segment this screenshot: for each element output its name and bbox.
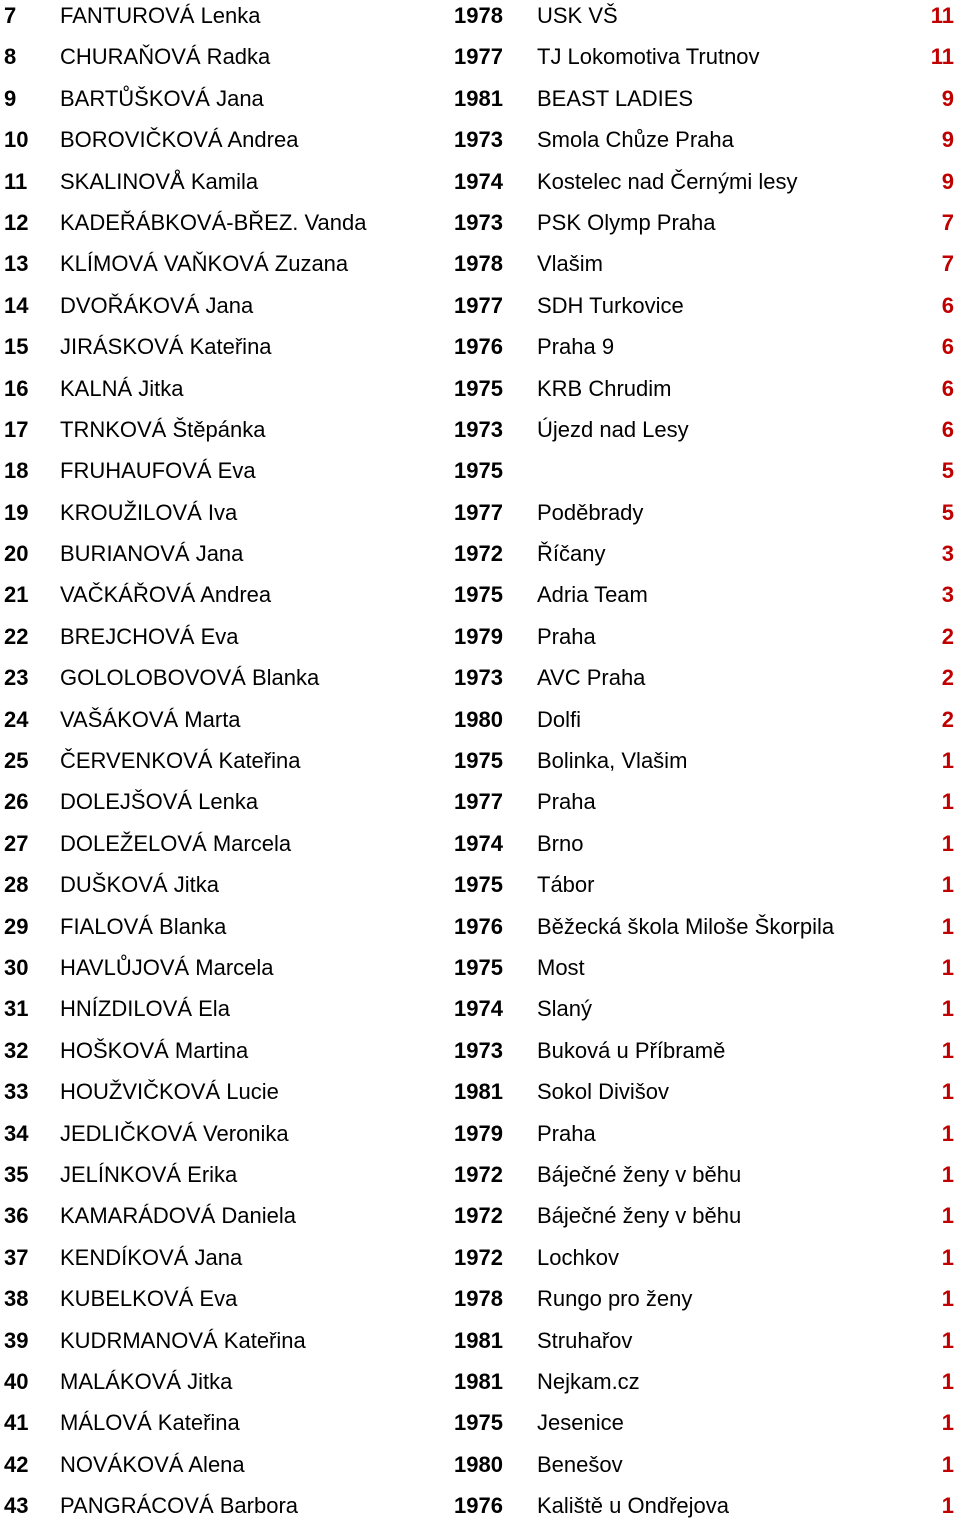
points-cell: 1 (941, 872, 954, 898)
rank-cell: 8 (4, 44, 17, 70)
points-cell: 2 (941, 706, 954, 732)
points-cell: 1 (941, 1079, 954, 1105)
table-row (0, 781, 960, 822)
year-cell: 1977 (454, 44, 503, 70)
points-cell: 2 (941, 623, 954, 649)
points-cell: 2 (941, 665, 954, 691)
name-cell: VAŠÁKOVÁ Marta (60, 706, 241, 732)
rank-cell: 41 (4, 1410, 29, 1436)
table-row (0, 326, 960, 367)
points-cell: 1 (941, 1120, 954, 1146)
table-row (0, 1361, 960, 1402)
points-cell: 11 (930, 3, 954, 28)
rank-cell: 40 (4, 1368, 29, 1394)
rank-cell: 33 (4, 1079, 29, 1105)
rank-cell: 13 (4, 251, 29, 277)
table-row (0, 947, 960, 988)
name-cell: KADEŘÁBKOVÁ-BŘEZ. Vanda (60, 209, 367, 235)
points-cell: 1 (941, 1203, 954, 1229)
rank-cell: 31 (4, 996, 29, 1022)
club-cell: Poděbrady (537, 499, 644, 525)
table-row (0, 533, 960, 574)
rank-cell: 22 (4, 623, 29, 649)
points-cell: 9 (941, 168, 954, 194)
year-cell: 1974 (454, 830, 503, 856)
club-cell: Most (537, 954, 585, 980)
rank-cell: 19 (4, 499, 29, 525)
club-cell: Bolinka, Vlašim (537, 748, 688, 774)
year-cell: 1975 (454, 1410, 503, 1436)
table-row (0, 78, 960, 119)
club-cell: BEAST LADIES (537, 85, 694, 111)
points-cell: 1 (941, 1037, 954, 1063)
points-cell: 9 (941, 85, 954, 111)
rank-cell: 16 (4, 375, 29, 401)
name-cell: BOROVIČKOVÁ Andrea (60, 127, 299, 153)
year-cell: 1977 (454, 292, 503, 318)
rank-cell: 15 (4, 334, 29, 360)
name-cell: PANGRÁCOVÁ Barbora (60, 1493, 299, 1519)
year-cell: 1975 (454, 375, 503, 401)
points-cell: 1 (941, 1286, 954, 1312)
year-cell: 1973 (454, 665, 503, 691)
rank-cell: 37 (4, 1244, 29, 1270)
name-cell: BARTŮŠKOVÁ Jana (60, 85, 264, 111)
points-cell: 1 (941, 1410, 954, 1436)
year-cell: 1977 (454, 789, 503, 815)
year-cell: 1978 (454, 1286, 503, 1312)
club-cell: Újezd nad Lesy (537, 416, 689, 442)
club-cell: TJ Lokomotiva Trutnov (537, 44, 760, 70)
club-cell: Praha (537, 789, 596, 815)
name-cell: HAVLŮJOVÁ Marcela (60, 954, 274, 980)
year-cell: 1979 (454, 1120, 503, 1146)
name-cell: DOLEŽELOVÁ Marcela (60, 830, 292, 856)
name-cell: SKALINOVÅ Kamila (60, 168, 259, 194)
rank-cell: 34 (4, 1120, 29, 1146)
club-cell: Říčany (537, 541, 606, 567)
name-cell: MALÁKOVÁ Jitka (60, 1368, 233, 1394)
year-cell: 1978 (454, 251, 503, 277)
name-cell: JELÍNKOVÁ Erika (60, 1161, 238, 1187)
club-cell: Praha 9 (537, 334, 615, 360)
points-cell: 6 (941, 334, 954, 360)
points-cell: 7 (941, 209, 954, 235)
points-cell: 3 (941, 541, 954, 567)
name-cell: KUDRMANOVÁ Kateřina (60, 1327, 306, 1353)
rank-cell: 42 (4, 1451, 29, 1477)
points-cell: 1 (941, 1161, 954, 1187)
rank-cell: 26 (4, 789, 29, 815)
year-cell: 1976 (454, 1493, 503, 1519)
rank-cell: 20 (4, 541, 29, 567)
rank-cell: 11 (4, 168, 28, 194)
club-cell: Adria Team (537, 582, 648, 608)
name-cell: HOŠKOVÁ Martina (60, 1037, 249, 1063)
table-row (0, 492, 960, 533)
points-cell: 5 (941, 499, 954, 525)
points-cell: 1 (941, 996, 954, 1022)
name-cell: FRUHAUFOVÁ Eva (60, 458, 256, 484)
table-row (0, 1402, 960, 1443)
name-cell: FANTUROVÁ Lenka (60, 3, 261, 28)
table-row (0, 202, 960, 243)
table-row (0, 409, 960, 450)
year-cell: 1973 (454, 416, 503, 442)
rank-cell: 7 (4, 3, 17, 28)
rank-cell: 9 (4, 85, 17, 111)
points-cell: 1 (941, 913, 954, 939)
year-cell: 1978 (454, 3, 503, 28)
name-cell: FIALOVÁ Blanka (60, 913, 227, 939)
name-cell: KLÍMOVÁ VAŇKOVÁ Zuzana (60, 251, 349, 277)
rank-cell: 27 (4, 830, 29, 856)
year-cell: 1974 (454, 168, 503, 194)
name-cell: TRNKOVÁ Štěpánka (60, 416, 266, 442)
table-row (0, 906, 960, 947)
club-cell: Tábor (537, 872, 595, 898)
table-row (0, 1195, 960, 1236)
name-cell: BREJCHOVÁ Eva (60, 623, 239, 649)
name-cell: KUBELKOVÁ Eva (60, 1286, 238, 1312)
points-cell: 11 (930, 44, 954, 70)
table-row (0, 864, 960, 905)
club-cell: Rungo pro ženy (537, 1286, 693, 1312)
rank-cell: 39 (4, 1327, 29, 1353)
table-row (0, 450, 960, 491)
table-row (0, 368, 960, 409)
year-cell: 1979 (454, 623, 503, 649)
name-cell: KROUŽILOVÁ Iva (60, 499, 238, 525)
rank-cell: 21 (4, 582, 29, 608)
year-cell: 1980 (454, 1451, 503, 1477)
year-cell: 1973 (454, 127, 503, 153)
rank-cell: 43 (4, 1493, 29, 1519)
club-cell: Sokol Divišov (537, 1079, 670, 1105)
points-cell: 6 (941, 416, 954, 442)
rank-cell: 24 (4, 706, 29, 732)
points-cell: 1 (941, 1493, 954, 1519)
club-cell: PSK Olymp Praha (537, 209, 716, 235)
year-cell: 1974 (454, 996, 503, 1022)
rank-cell: 35 (4, 1161, 29, 1187)
club-cell: Kostelec nad Černými lesy (537, 168, 798, 194)
table-row (0, 1113, 960, 1154)
club-cell: Benešov (537, 1451, 623, 1477)
points-cell: 1 (941, 748, 954, 774)
year-cell: 1976 (454, 334, 503, 360)
rank-cell: 29 (4, 913, 29, 939)
year-cell: 1973 (454, 1037, 503, 1063)
rank-cell: 10 (4, 127, 29, 153)
year-cell: 1980 (454, 706, 503, 732)
table-row (0, 574, 960, 615)
points-cell: 1 (941, 1451, 954, 1477)
club-cell: SDH Turkovice (537, 292, 684, 318)
table-row (0, 1237, 960, 1278)
table-row (0, 699, 960, 740)
year-cell: 1976 (454, 913, 503, 939)
rank-cell: 38 (4, 1286, 29, 1312)
rank-cell: 36 (4, 1203, 29, 1229)
club-cell: Jesenice (537, 1410, 624, 1436)
points-cell: 1 (941, 1244, 954, 1270)
name-cell: HOUŽVIČKOVÁ Lucie (60, 1079, 279, 1105)
year-cell: 1975 (454, 748, 503, 774)
name-cell: MÁLOVÁ Kateřina (60, 1410, 240, 1436)
club-cell: Nejkam.cz (537, 1368, 640, 1394)
table-row (0, 0, 960, 36)
table-row (0, 1278, 960, 1319)
name-cell: ČERVENKOVÁ Kateřina (60, 748, 301, 774)
name-cell: KALNÁ Jitka (60, 375, 184, 401)
table-row (0, 657, 960, 698)
rank-cell: 23 (4, 665, 29, 691)
table-row (0, 119, 960, 160)
club-cell: Lochkov (537, 1244, 619, 1270)
points-cell: 7 (941, 251, 954, 277)
table-row (0, 243, 960, 284)
table-row (0, 285, 960, 326)
table-row (0, 36, 960, 77)
year-cell: 1972 (454, 1203, 503, 1229)
rank-cell: 17 (4, 416, 29, 442)
name-cell: DUŠKOVÁ Jitka (60, 872, 219, 898)
year-cell: 1975 (454, 582, 503, 608)
club-cell: USK VŠ (537, 3, 618, 28)
club-cell: Brno (537, 830, 584, 856)
rank-cell: 28 (4, 872, 29, 898)
table-row (0, 616, 960, 657)
year-cell: 1981 (454, 1327, 503, 1353)
points-cell: 1 (941, 1327, 954, 1353)
name-cell: GOLOLOBOVOVÁ Blanka (60, 665, 320, 691)
club-cell: Běžecká škola Miloše Škorpila (537, 913, 835, 939)
table-row (0, 823, 960, 864)
table-row (0, 1030, 960, 1071)
year-cell: 1977 (454, 499, 503, 525)
year-cell: 1973 (454, 209, 503, 235)
table-row (0, 988, 960, 1029)
club-cell: Báječné ženy v běhu (537, 1161, 742, 1187)
table-row (0, 1071, 960, 1112)
rank-cell: 25 (4, 748, 29, 774)
points-cell: 1 (941, 954, 954, 980)
club-cell: Buková u Příbramě (537, 1037, 726, 1063)
name-cell: JEDLIČKOVÁ Veronika (60, 1120, 289, 1146)
name-cell: DOLEJŠOVÁ Lenka (60, 789, 259, 815)
table-row (0, 1444, 960, 1485)
rank-cell: 14 (4, 292, 29, 318)
points-cell: 1 (941, 789, 954, 815)
name-cell: JIRÁSKOVÁ Kateřina (60, 334, 272, 360)
year-cell: 1975 (454, 872, 503, 898)
year-cell: 1981 (454, 85, 503, 111)
club-cell: Kaliště u Ondřejova (537, 1493, 729, 1519)
points-cell: 5 (941, 458, 954, 484)
points-cell: 3 (941, 582, 954, 608)
name-cell: KAMARÁDOVÁ Daniela (60, 1203, 296, 1229)
year-cell: 1972 (454, 1244, 503, 1270)
points-cell: 9 (941, 127, 954, 153)
rank-cell: 12 (4, 209, 29, 235)
name-cell: BURIANOVÁ Jana (60, 541, 244, 567)
name-cell: NOVÁKOVÁ Alena (60, 1451, 245, 1477)
name-cell: KENDÍKOVÁ Jana (60, 1244, 243, 1270)
year-cell: 1981 (454, 1079, 503, 1105)
table-row (0, 1485, 960, 1526)
club-cell: Struhařov (537, 1327, 633, 1353)
club-cell: Smola Chůze Praha (537, 127, 734, 153)
club-cell: Vlašim (537, 251, 604, 277)
table-row (0, 161, 960, 202)
name-cell: CHURAŇOVÁ Radka (60, 44, 271, 70)
table-row (0, 1320, 960, 1361)
rank-cell: 32 (4, 1037, 29, 1063)
points-cell: 6 (941, 375, 954, 401)
club-cell: Praha (537, 1120, 596, 1146)
year-cell: 1972 (454, 1161, 503, 1187)
name-cell: VAČKÁŘOVÁ Andrea (60, 582, 272, 608)
year-cell: 1975 (454, 458, 503, 484)
table-row (0, 1154, 960, 1195)
name-cell: DVOŘÁKOVÁ Jana (60, 292, 254, 318)
club-cell: Dolfi (537, 706, 582, 732)
points-cell: 1 (941, 1368, 954, 1394)
club-cell: AVC Praha (537, 665, 646, 691)
club-cell: Praha (537, 623, 596, 649)
table-row (0, 740, 960, 781)
year-cell: 1972 (454, 541, 503, 567)
rank-cell: 30 (4, 954, 29, 980)
year-cell: 1975 (454, 954, 503, 980)
club-cell: Slaný (537, 996, 593, 1022)
year-cell: 1981 (454, 1368, 503, 1394)
club-cell: KRB Chrudim (537, 375, 672, 401)
name-cell: HNÍZDILOVÁ Ela (60, 996, 230, 1022)
points-cell: 1 (941, 830, 954, 856)
points-cell: 6 (941, 292, 954, 318)
rank-cell: 18 (4, 458, 29, 484)
club-cell: Báječné ženy v běhu (537, 1203, 742, 1229)
